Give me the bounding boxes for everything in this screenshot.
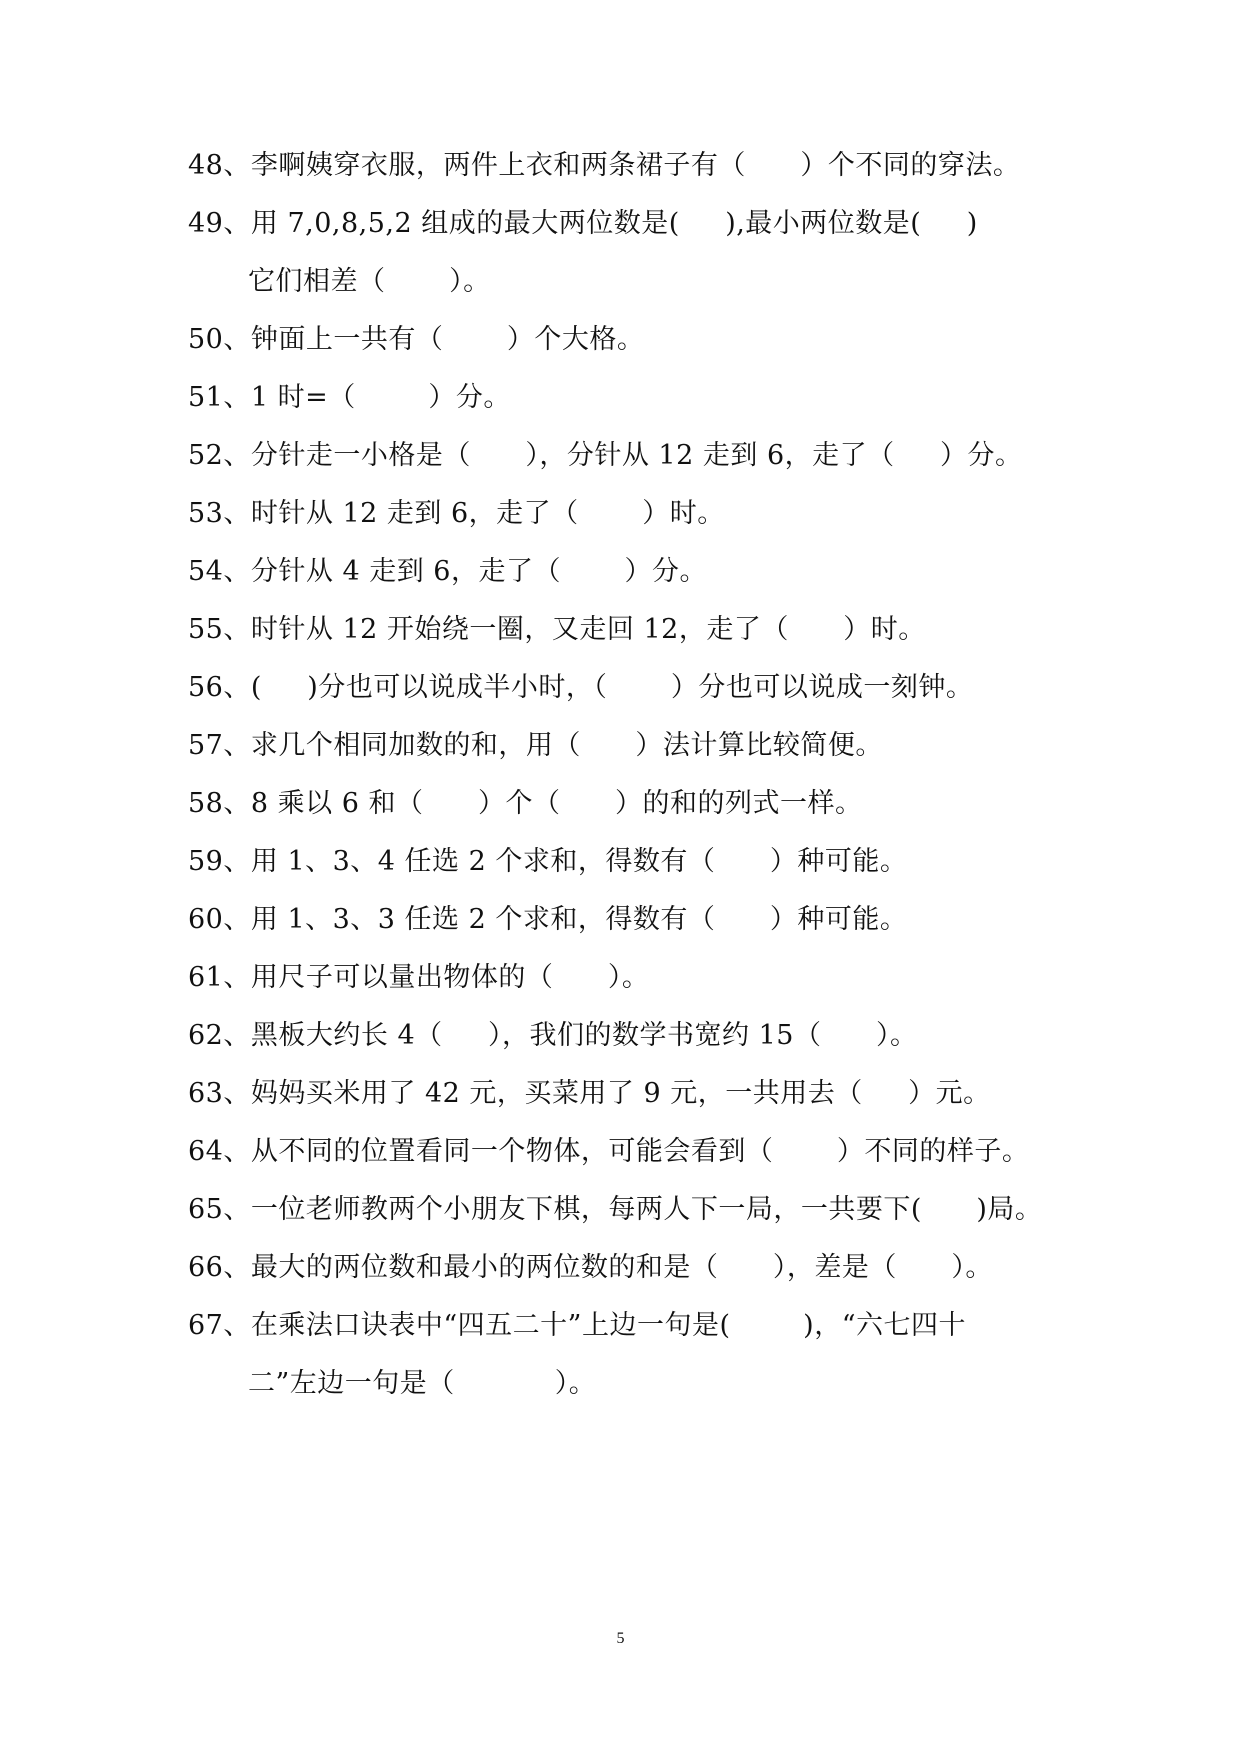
question-66: 66、最大的两位数和最小的两位数的和是（ ），差是（ ）。 (188, 1252, 993, 1283)
question-53: 53、时针从 12 走到 6，走了（ ）时。 (188, 498, 725, 529)
question-62: 62、黑板大约长 4（ ），我们的数学书宽约 15（ ）。 (188, 1020, 918, 1051)
page-number: 5 (616, 1630, 625, 1647)
question-65: 65、一位老师教两个小朋友下棋，每两人下一局，一共要下( )局。 (188, 1194, 1043, 1225)
question-67-continuation: 二”左边一句是（ ）。 (248, 1368, 597, 1399)
question-51: 51、1 时=（ ）分。 (188, 382, 511, 413)
question-63: 63、妈妈买米用了 42 元，买菜用了 9 元，一共用去（ ）元。 (188, 1078, 991, 1109)
question-59: 59、用 1、3、4 任选 2 个求和，得数有（ ）种可能。 (188, 846, 908, 877)
question-48: 48、李啊姨穿衣服，两件上衣和两条裙子有（ ）个不同的穿法。 (188, 150, 1021, 181)
question-50: 50、钟面上一共有（ ）个大格。 (188, 324, 645, 355)
question-60: 60、用 1、3、3 任选 2 个求和，得数有（ ）种可能。 (188, 904, 908, 935)
question-52: 52、分针走一小格是（ ），分针从 12 走到 6，走了（ ）分。 (188, 440, 1023, 471)
question-56: 56、( )分也可以说成半小时，（ ）分也可以说成一刻钟。 (188, 672, 974, 703)
question-61: 61、用尺子可以量出物体的（ ）。 (188, 962, 650, 993)
question-49-continuation: 它们相差（ ）。 (248, 266, 491, 297)
question-64: 64、从不同的位置看同一个物体，可能会看到（ ）不同的样子。 (188, 1136, 1030, 1167)
question-55: 55、时针从 12 开始绕一圈，又走回 12，走了（ ）时。 (188, 614, 926, 645)
question-49: 49、用 7,0,8,5,2 组成的最大两位数是( ),最小两位数是( ) (188, 208, 978, 239)
question-57: 57、求几个相同加数的和，用（ ）法计算比较简便。 (188, 730, 883, 761)
question-58: 58、8 乘以 6 和（ ）个（ ）的和的列式一样。 (188, 788, 863, 819)
question-54: 54、分针从 4 走到 6，走了（ ）分。 (188, 556, 708, 587)
question-67: 67、在乘法口诀表中“四五二十”上边一句是( )，“六七四十 (188, 1310, 966, 1341)
